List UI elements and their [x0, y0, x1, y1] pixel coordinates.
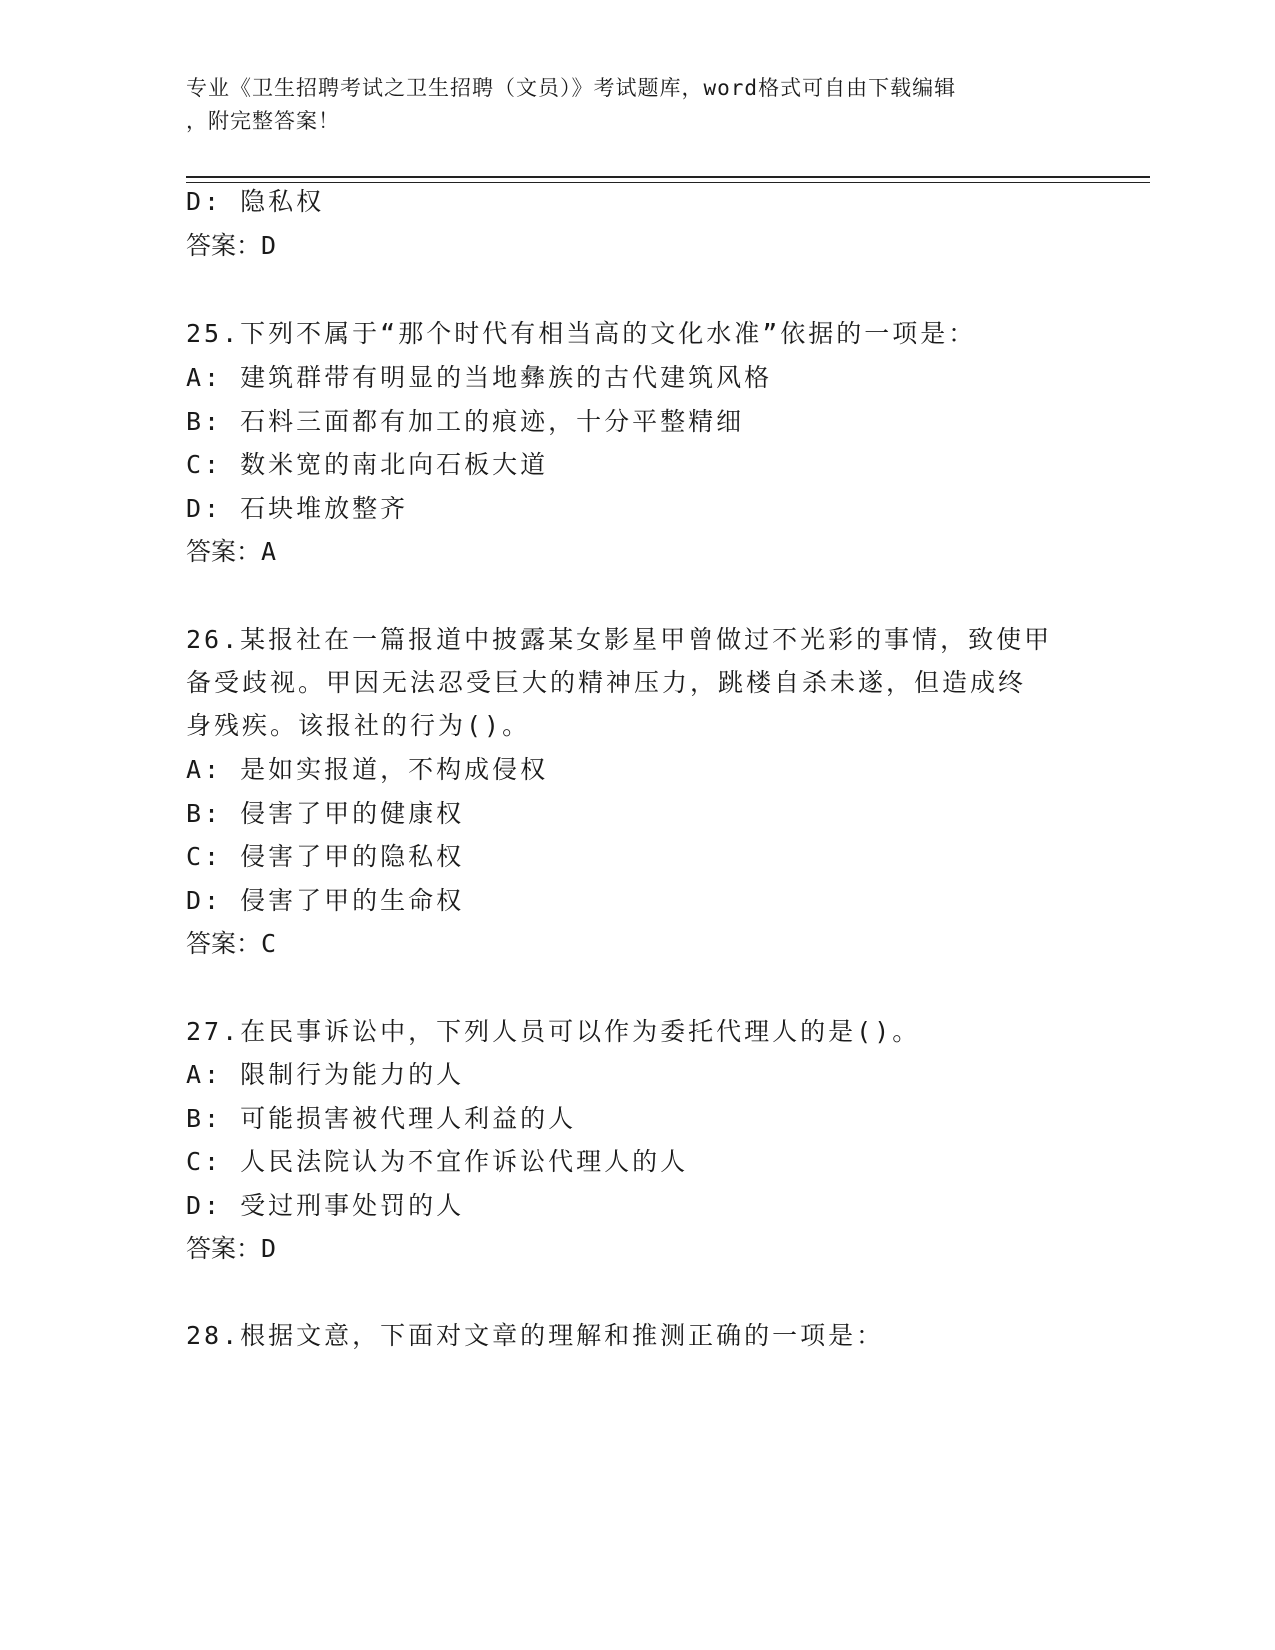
- q26-stem-line-1: 26.某报社在一篇报道中披露某女影星甲曾做过不光彩的事情，致使甲: [186, 625, 1053, 654]
- q27-option-c: C: 人民法院认为不宜作诉讼代理人的人: [186, 1147, 689, 1176]
- q26-answer: [186, 927, 276, 961]
- q26-option-a: A: 是如实报道，不构成侵权: [186, 755, 549, 784]
- answer-label: 答案：: [186, 537, 262, 566]
- q25-option-c: C: 数米宽的南北向石板大道: [186, 450, 549, 479]
- prev-answer: [186, 229, 276, 263]
- header-divider-thin: [186, 182, 1150, 183]
- answer-label: 答案：: [186, 231, 262, 260]
- header-line-1: 专业《卫生招聘考试之卫生招聘（文员）》考试题库，word格式可自由下载编辑: [186, 76, 957, 100]
- q25-option-b: B: 石料三面都有加工的痕迹，十分平整精细: [186, 407, 745, 436]
- q27-option-b: B: 可能损害被代理人利益的人: [186, 1104, 577, 1133]
- answer-label: 答案：: [186, 929, 262, 958]
- header-divider-thick: [186, 176, 1150, 178]
- q26-option-d: D: 侵害了甲的生命权: [186, 886, 465, 915]
- q25-option-d: D: 石块堆放整齐: [186, 494, 409, 523]
- q26-option-b: B: 侵害了甲的健康权: [186, 799, 465, 828]
- q26-stem-line-3: 身残疾。该报社的行为()。: [186, 711, 531, 740]
- prev-option-d: D: 隐私权: [186, 187, 325, 216]
- q27-answer: [186, 1232, 276, 1266]
- document-header: [186, 72, 1086, 138]
- q25-option-a: A: 建筑群带有明显的当地彝族的古代建筑风格: [186, 363, 773, 392]
- answer-label: 答案：: [186, 1234, 262, 1263]
- q27-stem: 27.在民事诉讼中，下列人员可以作为委托代理人的是()。: [186, 1017, 921, 1046]
- q26-option-c: C: 侵害了甲的隐私权: [186, 842, 465, 871]
- q27-option-a: A: 限制行为能力的人: [186, 1060, 465, 1089]
- answer-value: D: [261, 231, 277, 260]
- answer-value: C: [261, 929, 277, 958]
- q28-stem: 28.根据文意，下面对文章的理解和推测正确的一项是：: [186, 1321, 885, 1350]
- q25-stem: 25.下列不属于“那个时代有相当高的文化水准”依据的一项是：: [186, 319, 977, 348]
- q26-stem-line-2: 备受歧视。甲因无法忍受巨大的精神压力，跳楼自杀未遂，但造成终: [186, 668, 1027, 697]
- q25-answer: [186, 535, 276, 569]
- answer-value: D: [261, 1234, 277, 1263]
- header-line-2: ，附完整答案！: [186, 109, 340, 133]
- q27-option-d: D: 受过刑事处罚的人: [186, 1191, 465, 1220]
- answer-value: A: [261, 537, 277, 566]
